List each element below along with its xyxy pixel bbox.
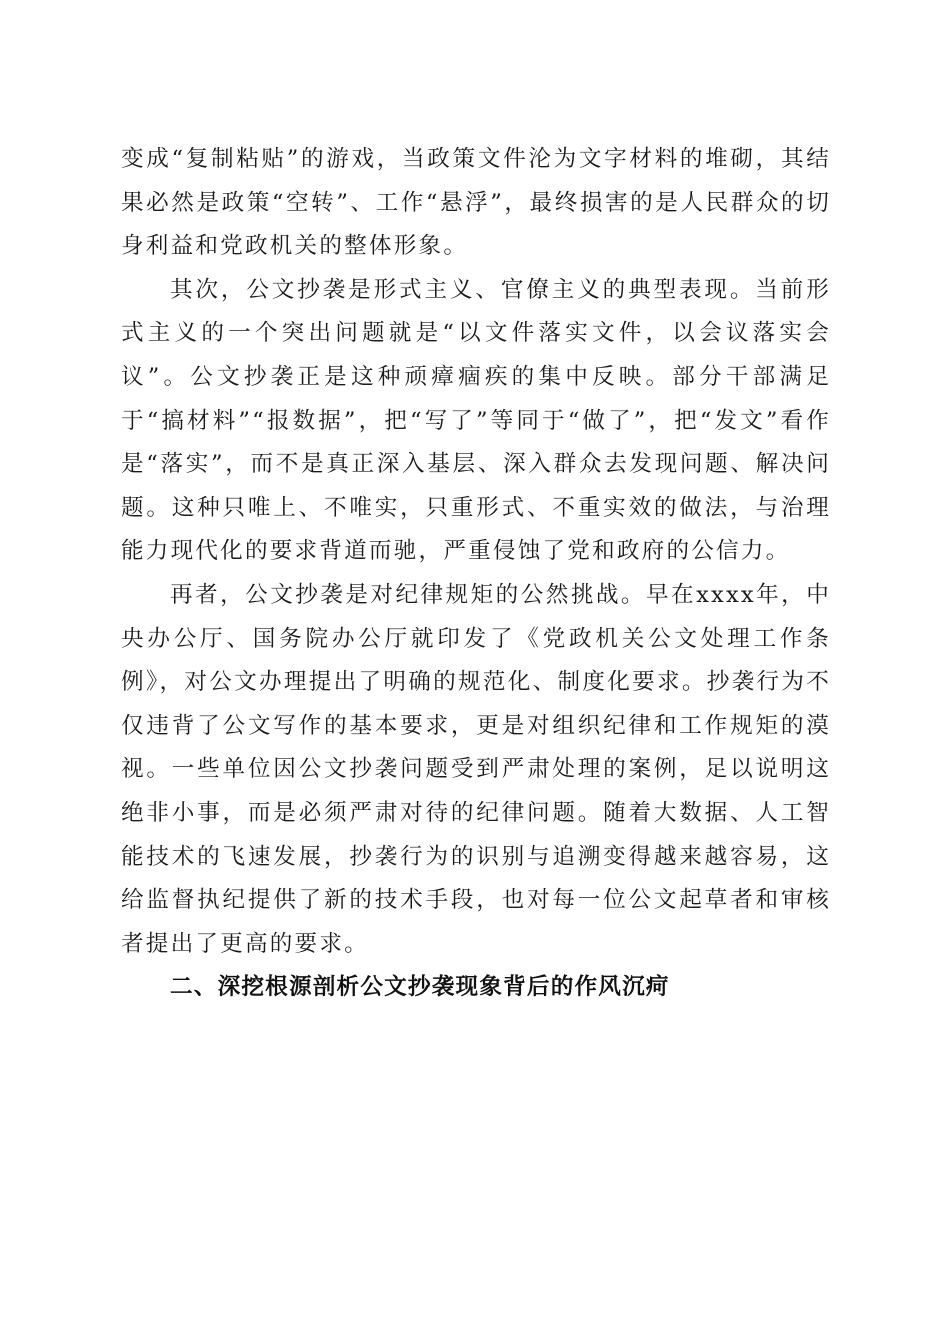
section-heading: 二、深挖根源剖析公文抄袭现象背后的作风沉疴 bbox=[170, 974, 670, 1001]
document-body bbox=[121, 138, 831, 1010]
paragraph-secondly: 其次，公文抄袭是形式主义、官僚主义的典型表现。当前形式主义的一个突出问题就是“以文件落实文件，以会议落实会议”。公文抄袭正是这种顽瘴痼疾的集中反映。部分干部满足于“搞材料”“报数据”，把“写了”等同于“做了”，把“发文”看作是“落实”，而不是真正深入基层、深入群众去发现问题、解决问题。这种只唯上、不唯实，只重形式、不重实效的做法，与治理能力现代化的要求背道而驰，严重侵蚀了党和政府的公信力。 bbox=[121, 276, 831, 565]
paragraph-furthermore: 再者，公文抄袭是对纪律规矩的公然挑战。早在xxxx年，中央办公厅、国务院办公厅就印发了《党政机关公文处理工作条例》，对公文办理提出了明确的规范化、制度化要求。抄袭行为不仅违背了公文写作的基本要求，更是对组织纪律和工作规矩的漠视。一些单位因公文抄袭问题受到严肃处理的案例，足以说明这绝非小事，而是必须严肃对待的纪律问题。随着大数据、人工智能技术的飞速发展，抄袭行为的识别与追溯变得越来越容易，这给监督执纪提供了新的技术手段，也对每一位公文起草者和审核者提出了更高的要求。 bbox=[121, 581, 831, 957]
paragraph-continuation: 变成“复制粘贴”的游戏，当政策文件沦为文字材料的堆砌，其结果必然是政策“空转”、工作“悬浮”，最终损害的是人民群众的切身利益和党政机关的整体形象。 bbox=[121, 146, 831, 260]
